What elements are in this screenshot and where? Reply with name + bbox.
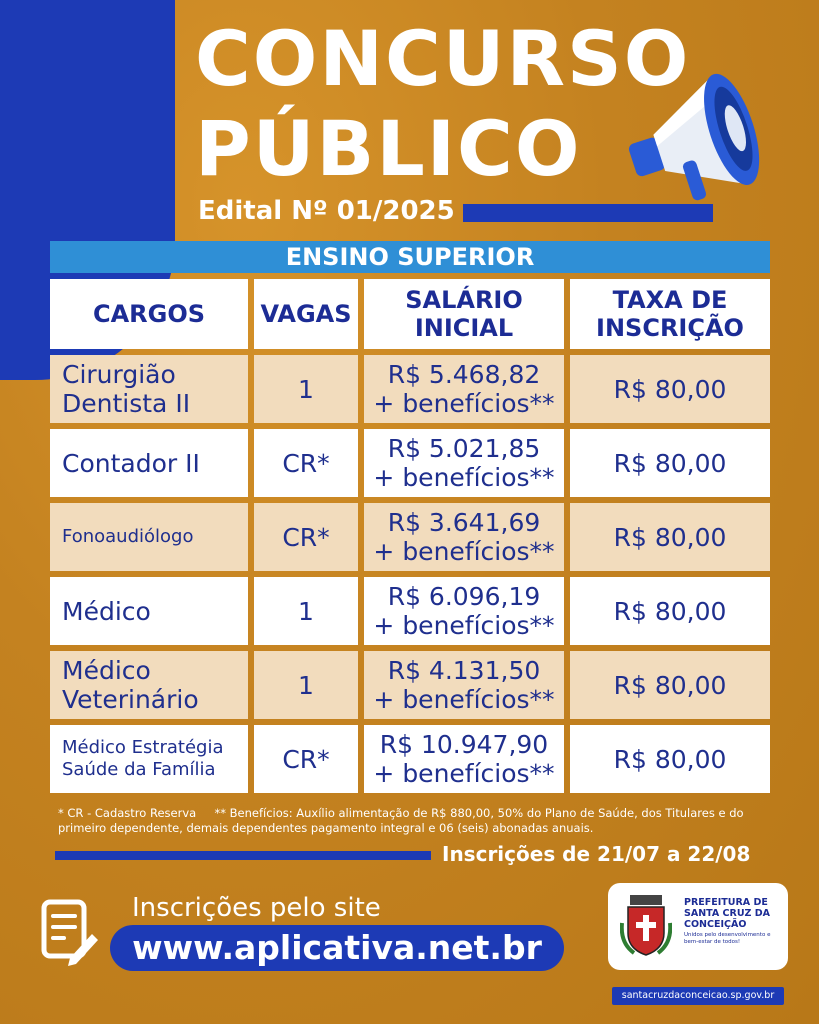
cargo-cell: Cirurgião Dentista II [50, 355, 248, 423]
vagas-cell: CR* [254, 503, 358, 571]
footnote-cr: * CR - Cadastro Reserva [58, 806, 197, 820]
cargo-cell: Contador II [50, 429, 248, 497]
vagas-cell: CR* [254, 429, 358, 497]
table-row [50, 725, 770, 793]
salario-cell: R$ 4.131,50 + benefícios** [364, 651, 564, 719]
divider-bar [55, 851, 431, 860]
table-row [50, 577, 770, 645]
title-line2: PÚBLICO [195, 104, 582, 193]
footnote-beneficios: ** Benefícios: Auxílio alimentação de R$ 880,00, 50% do Plano de Saúde, dos Titulares e do primeiro dependente, demais dependentes pagamento integral e 06 (seis) abonadas anuais. [58, 806, 744, 835]
prefeitura-name: PREFEITURA DE SANTA CRUZ DA CONCEIÇÃO [684, 897, 770, 930]
header-vagas: VAGAS [254, 279, 358, 349]
city-crest-icon [620, 893, 672, 959]
vagas-cell: 1 [254, 577, 358, 645]
megaphone-icon [610, 55, 775, 220]
inscricoes-period: Inscrições de 21/07 a 22/08 [442, 842, 751, 866]
taxa-cell: R$ 80,00 [570, 355, 770, 423]
salario-cell: R$ 10.947,90 + benefícios** [364, 725, 564, 793]
edital-number: Edital Nº 01/2025 [198, 196, 455, 226]
title-line1: CONCURSO [195, 14, 691, 103]
vagas-cell: 1 [254, 651, 358, 719]
prefeitura-tagline: Unidos pelo desenvolvimento e bem-estar de todos! [684, 932, 771, 945]
table-row [50, 429, 770, 497]
footnote [58, 806, 778, 836]
header-cargos: CARGOS [50, 279, 248, 349]
prefeitura-site-link[interactable]: santacruzdaconceicao.sp.gov.br [612, 987, 784, 1005]
salario-cell: R$ 6.096,19 + benefícios** [364, 577, 564, 645]
table-header-row [50, 279, 770, 349]
salario-cell: R$ 5.021,85 + benefícios** [364, 429, 564, 497]
jobs-table [50, 241, 770, 799]
taxa-cell: R$ 80,00 [570, 651, 770, 719]
header-taxa: TAXA DE INSCRIÇÃO [570, 279, 770, 349]
taxa-cell: R$ 80,00 [570, 577, 770, 645]
table-row [50, 503, 770, 571]
cargo-cell: Médico Veterinário [50, 651, 248, 719]
taxa-cell: R$ 80,00 [570, 725, 770, 793]
table-row [50, 651, 770, 719]
header-salario: SALÁRIO INICIAL [364, 279, 564, 349]
prefeitura-logo [608, 883, 788, 970]
taxa-cell: R$ 80,00 [570, 429, 770, 497]
cargo-cell: Fonoaudiólogo [50, 503, 248, 571]
vagas-cell: CR* [254, 725, 358, 793]
salario-cell: R$ 3.641,69 + benefícios** [364, 503, 564, 571]
registration-site-link[interactable]: www.aplicativa.net.br [110, 925, 564, 971]
document-edit-icon [40, 898, 100, 968]
site-label: Inscrições pelo site [132, 893, 381, 923]
section-title: ENSINO SUPERIOR [50, 241, 770, 273]
cargo-cell: Médico Estratégia Saúde da Família [50, 725, 248, 793]
taxa-cell: R$ 80,00 [570, 503, 770, 571]
cargo-cell: Médico [50, 577, 248, 645]
table-row [50, 355, 770, 423]
salario-cell: R$ 5.468,82 + benefícios** [364, 355, 564, 423]
vagas-cell: 1 [254, 355, 358, 423]
